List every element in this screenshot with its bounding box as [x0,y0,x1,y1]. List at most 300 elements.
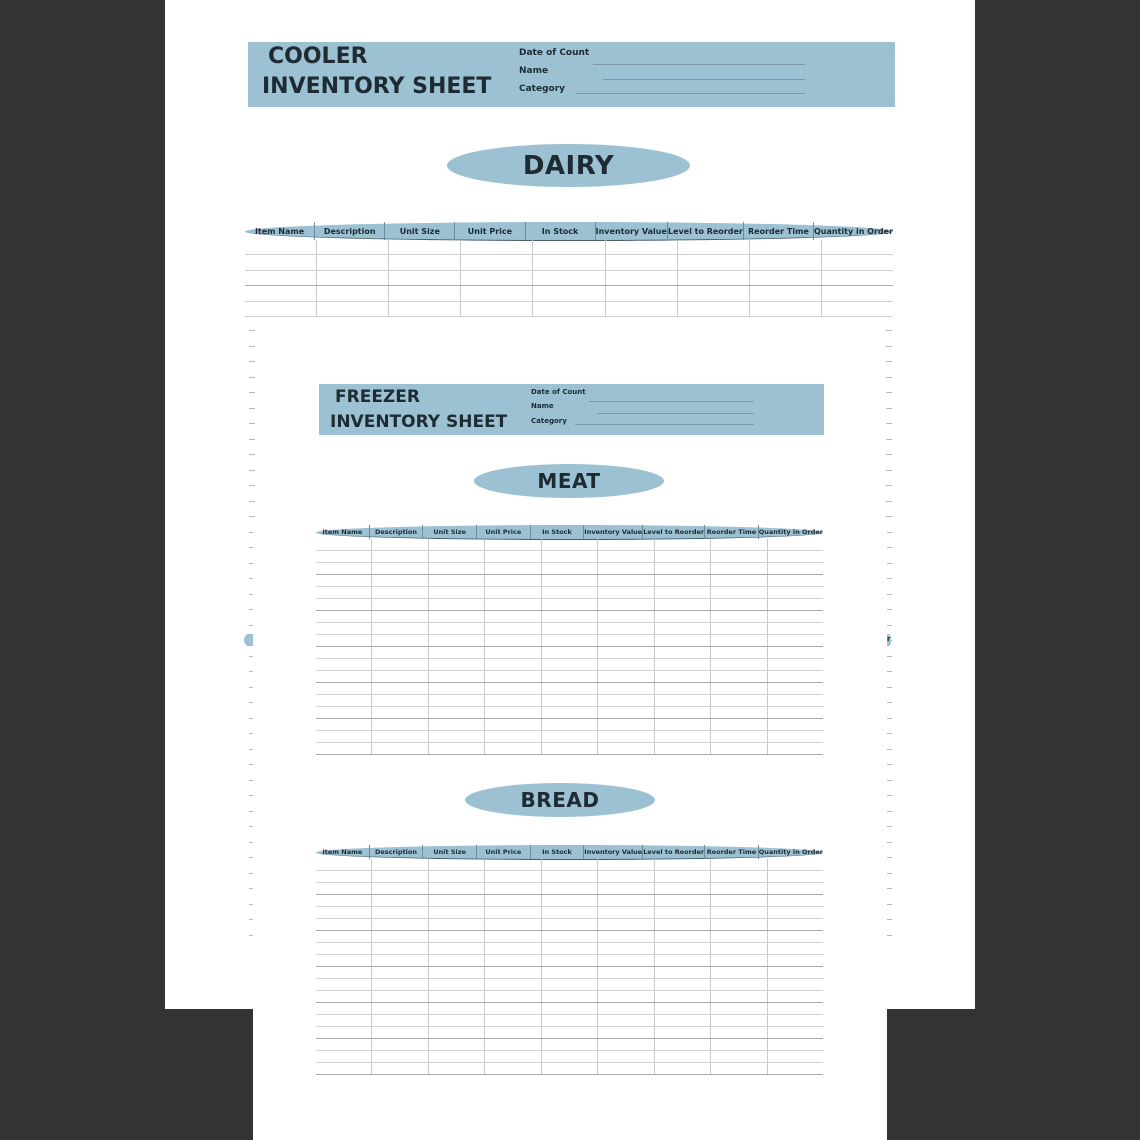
bread-table-cell[interactable] [598,919,654,930]
bread-table-cell[interactable] [429,1003,485,1014]
bread-table-cell[interactable] [711,967,767,978]
meat-table-cell[interactable] [711,539,767,550]
bread-table-cell[interactable] [655,859,711,870]
dairy-table-cell[interactable] [750,255,822,269]
meat-table-cell[interactable] [372,695,428,706]
bread-table-cell[interactable] [598,1027,654,1038]
meat-table-cell[interactable] [711,599,767,610]
meat-table-cell[interactable] [711,635,767,646]
bread-table-cell[interactable] [316,1003,372,1014]
bread-table-cell[interactable] [598,1039,654,1050]
meat-table-cell[interactable] [711,671,767,682]
meat-table-cell[interactable] [655,695,711,706]
meat-table-cell[interactable] [485,611,541,622]
bread-table-cell[interactable] [372,919,428,930]
meat-table-cell[interactable] [655,707,711,718]
bread-table-cell[interactable] [655,1015,711,1026]
meat-table-cell[interactable] [485,563,541,574]
meat-table-cell[interactable] [598,695,654,706]
dairy-table-cell[interactable] [461,286,533,300]
dairy-table-cell[interactable] [461,255,533,269]
meat-table-cell[interactable] [429,647,485,658]
meat-table-cell[interactable] [598,743,654,754]
bread-table-cell[interactable] [485,883,541,894]
bread-table-cell[interactable] [429,907,485,918]
meat-table-cell[interactable] [768,695,823,706]
bread-table-cell[interactable] [542,871,598,882]
meat-table-cell[interactable] [316,587,372,598]
meat-table-cell[interactable] [542,599,598,610]
bread-table-cell[interactable] [768,955,823,966]
bread-table-cell[interactable] [429,895,485,906]
bread-table-cell[interactable] [316,1051,372,1062]
bread-table-cell[interactable] [768,871,823,882]
bread-table-cell[interactable] [655,967,711,978]
meat-table-cell[interactable] [429,635,485,646]
bread-table-cell[interactable] [598,895,654,906]
bread-table-cell[interactable] [542,895,598,906]
bread-table-cell[interactable] [485,1051,541,1062]
meat-table-cell[interactable] [372,611,428,622]
dairy-table-cell[interactable] [606,271,678,285]
meat-table-cell[interactable] [542,671,598,682]
bread-table-cell[interactable] [316,1027,372,1038]
bread-table-cell[interactable] [598,871,654,882]
dairy-table-cell[interactable] [533,271,605,285]
bread-table-cell[interactable] [655,1027,711,1038]
bread-table-cell[interactable] [429,967,485,978]
dairy-table-cell[interactable] [606,240,678,254]
meat-table-cell[interactable] [542,647,598,658]
bread-table-cell[interactable] [316,967,372,978]
bread-table-cell[interactable] [768,967,823,978]
bread-table-cell[interactable] [485,1003,541,1014]
meat-table-cell[interactable] [768,671,823,682]
meat-table-cell[interactable] [768,575,823,586]
meat-table-cell[interactable] [542,635,598,646]
bread-table-cell[interactable] [429,1051,485,1062]
meat-table-cell[interactable] [598,671,654,682]
meat-table-cell[interactable] [429,731,485,742]
bread-table-cell[interactable] [655,931,711,942]
dairy-table-cell[interactable] [245,286,317,300]
meat-table-cell[interactable] [485,575,541,586]
bread-table-cell[interactable] [316,955,372,966]
meat-table-cell[interactable] [655,551,711,562]
bread-table-cell[interactable] [711,919,767,930]
meat-table-cell[interactable] [598,635,654,646]
meat-table-cell[interactable] [711,743,767,754]
bread-table-cell[interactable] [655,979,711,990]
meat-table-cell[interactable] [711,731,767,742]
dairy-table-cell[interactable] [461,240,533,254]
bread-table-cell[interactable] [485,991,541,1002]
bread-table-cell[interactable] [429,1027,485,1038]
meat-table-cell[interactable] [429,587,485,598]
bread-table-cell[interactable] [542,1003,598,1014]
meat-table-cell[interactable] [542,611,598,622]
bread-table-cell[interactable] [429,859,485,870]
bread-table-cell[interactable] [655,907,711,918]
meat-table-cell[interactable] [316,599,372,610]
bread-table-cell[interactable] [655,919,711,930]
dairy-table-cell[interactable] [822,240,893,254]
bread-table-cell[interactable] [372,871,428,882]
dairy-table-cell[interactable] [822,286,893,300]
bread-table-cell[interactable] [429,955,485,966]
bread-table-cell[interactable] [485,1039,541,1050]
meat-table-cell[interactable] [598,659,654,670]
bread-table-cell[interactable] [768,895,823,906]
bread-table-cell[interactable] [316,895,372,906]
dairy-table-cell[interactable] [750,302,822,316]
meat-table-cell[interactable] [542,563,598,574]
meat-table-cell[interactable] [485,719,541,730]
meat-table-cell[interactable] [316,695,372,706]
meat-table-cell[interactable] [542,707,598,718]
meat-table-cell[interactable] [768,731,823,742]
bread-table-cell[interactable] [316,931,372,942]
bread-table-cell[interactable] [598,967,654,978]
dairy-table-cell[interactable] [245,255,317,269]
bread-table-cell[interactable] [429,1015,485,1026]
bread-table-cell[interactable] [429,1063,485,1074]
meat-table-cell[interactable] [598,599,654,610]
meat-table-cell[interactable] [316,659,372,670]
meat-table-cell[interactable] [655,719,711,730]
bread-table-cell[interactable] [711,859,767,870]
freezer-date-line[interactable] [589,401,754,402]
meat-table-cell[interactable] [372,683,428,694]
bread-table-cell[interactable] [542,931,598,942]
meat-table-cell[interactable] [316,719,372,730]
meat-table-cell[interactable] [429,563,485,574]
meat-table-cell[interactable] [372,551,428,562]
meat-table-cell[interactable] [372,731,428,742]
meat-table-cell[interactable] [655,599,711,610]
meat-table-cell[interactable] [429,611,485,622]
bread-table-cell[interactable] [655,1051,711,1062]
meat-table-cell[interactable] [711,695,767,706]
meat-table-cell[interactable] [542,587,598,598]
meat-table-cell[interactable] [316,707,372,718]
dairy-table-cell[interactable] [317,302,389,316]
meat-table-cell[interactable] [542,743,598,754]
bread-table-cell[interactable] [316,859,372,870]
meat-table-cell[interactable] [598,731,654,742]
bread-table-cell[interactable] [768,991,823,1002]
meat-table-cell[interactable] [485,683,541,694]
meat-table-cell[interactable] [655,623,711,634]
meat-table-cell[interactable] [542,551,598,562]
dairy-table-cell[interactable] [606,286,678,300]
dairy-table-cell[interactable] [750,271,822,285]
bread-table-cell[interactable] [429,871,485,882]
dairy-table-cell[interactable] [389,286,461,300]
bread-table-cell[interactable] [316,919,372,930]
bread-table-cell[interactable] [372,931,428,942]
freezer-category-line[interactable] [575,424,754,425]
meat-table-cell[interactable] [655,575,711,586]
meat-table-cell[interactable] [429,707,485,718]
bread-table-cell[interactable] [598,1003,654,1014]
bread-table-cell[interactable] [316,871,372,882]
bread-table-cell[interactable] [542,859,598,870]
meat-table-cell[interactable] [372,575,428,586]
meat-table-cell[interactable] [372,707,428,718]
cooler-category-line[interactable] [576,93,805,94]
bread-table-cell[interactable] [768,1051,823,1062]
meat-table-cell[interactable] [372,563,428,574]
bread-table-cell[interactable] [485,967,541,978]
bread-table-cell[interactable] [711,883,767,894]
meat-table-cell[interactable] [372,719,428,730]
meat-table-cell[interactable] [372,671,428,682]
meat-table-cell[interactable] [316,671,372,682]
meat-table-cell[interactable] [316,743,372,754]
meat-table-cell[interactable] [768,707,823,718]
bread-table-cell[interactable] [485,979,541,990]
bread-table-cell[interactable] [372,943,428,954]
dairy-table-cell[interactable] [822,271,893,285]
meat-table-cell[interactable] [485,539,541,550]
meat-table-cell[interactable] [316,539,372,550]
meat-table-cell[interactable] [429,671,485,682]
meat-table-cell[interactable] [598,719,654,730]
dairy-table-cell[interactable] [678,286,750,300]
bread-table-cell[interactable] [655,1003,711,1014]
meat-table-cell[interactable] [485,743,541,754]
meat-table-cell[interactable] [768,623,823,634]
meat-table-cell[interactable] [655,647,711,658]
dairy-table-cell[interactable] [822,255,893,269]
bread-table-cell[interactable] [372,955,428,966]
bread-table-cell[interactable] [711,895,767,906]
meat-table-cell[interactable] [429,659,485,670]
meat-table-cell[interactable] [655,611,711,622]
bread-table-cell[interactable] [598,991,654,1002]
meat-table-cell[interactable] [768,719,823,730]
dairy-table-cell[interactable] [245,240,317,254]
dairy-table-cell[interactable] [678,240,750,254]
meat-table-cell[interactable] [655,659,711,670]
meat-table-cell[interactable] [316,551,372,562]
bread-table-cell[interactable] [655,883,711,894]
bread-table-cell[interactable] [768,1003,823,1014]
meat-table-cell[interactable] [485,659,541,670]
meat-table-cell[interactable] [711,563,767,574]
meat-table-cell[interactable] [372,539,428,550]
bread-table-cell[interactable] [598,1015,654,1026]
bread-table-cell[interactable] [542,979,598,990]
bread-table-cell[interactable] [542,1039,598,1050]
bread-table-cell[interactable] [542,919,598,930]
meat-table-cell[interactable] [372,743,428,754]
bread-table-cell[interactable] [316,1063,372,1074]
bread-table-cell[interactable] [655,991,711,1002]
meat-table-cell[interactable] [429,719,485,730]
bread-table-cell[interactable] [768,1039,823,1050]
dairy-table-cell[interactable] [533,255,605,269]
meat-table-cell[interactable] [768,683,823,694]
meat-table-cell[interactable] [542,683,598,694]
bread-table-cell[interactable] [542,991,598,1002]
bread-table-cell[interactable] [711,871,767,882]
bread-table-cell[interactable] [711,1039,767,1050]
bread-table-cell[interactable] [711,943,767,954]
bread-table-cell[interactable] [655,1063,711,1074]
bread-table-cell[interactable] [598,955,654,966]
meat-table-cell[interactable] [542,623,598,634]
meat-table-cell[interactable] [711,647,767,658]
bread-table-cell[interactable] [768,943,823,954]
bread-table-cell[interactable] [429,991,485,1002]
meat-table-cell[interactable] [711,575,767,586]
meat-table-cell[interactable] [542,695,598,706]
bread-table-cell[interactable] [711,931,767,942]
meat-table-cell[interactable] [542,539,598,550]
bread-table-cell[interactable] [542,967,598,978]
bread-table-cell[interactable] [768,1027,823,1038]
meat-table-cell[interactable] [372,587,428,598]
meat-table-cell[interactable] [598,587,654,598]
bread-table-cell[interactable] [372,1063,428,1074]
bread-table-cell[interactable] [372,967,428,978]
bread-table-cell[interactable] [598,943,654,954]
dairy-table-cell[interactable] [606,302,678,316]
bread-table-cell[interactable] [598,1051,654,1062]
meat-table-cell[interactable] [429,539,485,550]
meat-table-cell[interactable] [542,731,598,742]
dairy-table-cell[interactable] [461,302,533,316]
meat-table-cell[interactable] [655,743,711,754]
meat-table-cell[interactable] [542,575,598,586]
meat-table-cell[interactable] [485,635,541,646]
bread-table-cell[interactable] [598,1063,654,1074]
bread-table-cell[interactable] [768,979,823,990]
meat-table-cell[interactable] [316,647,372,658]
meat-table-cell[interactable] [711,551,767,562]
bread-table-cell[interactable] [768,1015,823,1026]
bread-table-cell[interactable] [542,1063,598,1074]
meat-table-cell[interactable] [768,659,823,670]
meat-table-cell[interactable] [711,719,767,730]
meat-table-cell[interactable] [429,575,485,586]
meat-table-cell[interactable] [768,599,823,610]
meat-table-cell[interactable] [768,563,823,574]
meat-table-cell[interactable] [485,599,541,610]
bread-table-cell[interactable] [372,979,428,990]
bread-table-cell[interactable] [768,931,823,942]
bread-table-cell[interactable] [372,991,428,1002]
bread-table-cell[interactable] [655,871,711,882]
bread-table-cell[interactable] [485,1027,541,1038]
meat-table-cell[interactable] [655,539,711,550]
dairy-table-cell[interactable] [389,240,461,254]
bread-table-cell[interactable] [372,907,428,918]
meat-table-cell[interactable] [372,623,428,634]
meat-table-cell[interactable] [768,539,823,550]
bread-table-cell[interactable] [372,1051,428,1062]
meat-table-cell[interactable] [429,683,485,694]
bread-table-cell[interactable] [542,1027,598,1038]
dairy-table-cell[interactable] [317,255,389,269]
bread-table-cell[interactable] [768,919,823,930]
meat-table-cell[interactable] [768,743,823,754]
bread-table-cell[interactable] [542,1051,598,1062]
meat-table-cell[interactable] [768,635,823,646]
cooler-date-line[interactable] [593,64,805,65]
dairy-table-cell[interactable] [317,271,389,285]
bread-table-cell[interactable] [485,1063,541,1074]
bread-table-cell[interactable] [542,1015,598,1026]
bread-table-cell[interactable] [316,979,372,990]
bread-table-cell[interactable] [372,895,428,906]
dairy-table-cell[interactable] [389,255,461,269]
meat-table-cell[interactable] [598,707,654,718]
bread-table-cell[interactable] [316,907,372,918]
dairy-table-cell[interactable] [606,255,678,269]
dairy-table-cell[interactable] [678,255,750,269]
meat-table-cell[interactable] [598,611,654,622]
meat-table-cell[interactable] [711,611,767,622]
bread-table-cell[interactable] [316,991,372,1002]
meat-table-cell[interactable] [655,683,711,694]
meat-table-cell[interactable] [711,707,767,718]
meat-table-cell[interactable] [485,551,541,562]
meat-table-cell[interactable] [316,731,372,742]
bread-table-cell[interactable] [316,883,372,894]
bread-table-cell[interactable] [372,859,428,870]
meat-table-cell[interactable] [485,695,541,706]
bread-table-cell[interactable] [655,1039,711,1050]
meat-table-cell[interactable] [598,539,654,550]
dairy-table-cell[interactable] [317,240,389,254]
bread-table-cell[interactable] [485,955,541,966]
meat-table-cell[interactable] [768,647,823,658]
meat-table-cell[interactable] [655,587,711,598]
meat-table-cell[interactable] [655,671,711,682]
dairy-table-cell[interactable] [678,271,750,285]
dairy-table-cell[interactable] [533,240,605,254]
meat-table-cell[interactable] [711,659,767,670]
bread-table-cell[interactable] [429,931,485,942]
bread-table-cell[interactable] [429,943,485,954]
bread-table-cell[interactable] [711,991,767,1002]
meat-table-cell[interactable] [429,743,485,754]
bread-table-cell[interactable] [429,1039,485,1050]
meat-table-cell[interactable] [372,647,428,658]
bread-table-cell[interactable] [655,955,711,966]
bread-table-cell[interactable] [485,871,541,882]
meat-table-cell[interactable] [372,659,428,670]
bread-table-cell[interactable] [598,931,654,942]
meat-table-cell[interactable] [485,587,541,598]
dairy-table-cell[interactable] [461,271,533,285]
bread-table-cell[interactable] [485,931,541,942]
meat-table-cell[interactable] [598,551,654,562]
meat-table-cell[interactable] [598,575,654,586]
meat-table-cell[interactable] [372,599,428,610]
meat-table-cell[interactable] [316,623,372,634]
bread-table-cell[interactable] [768,907,823,918]
meat-table-cell[interactable] [485,671,541,682]
dairy-table-cell[interactable] [533,286,605,300]
meat-table-cell[interactable] [372,635,428,646]
meat-table-cell[interactable] [768,611,823,622]
meat-table-cell[interactable] [711,683,767,694]
meat-table-cell[interactable] [429,551,485,562]
